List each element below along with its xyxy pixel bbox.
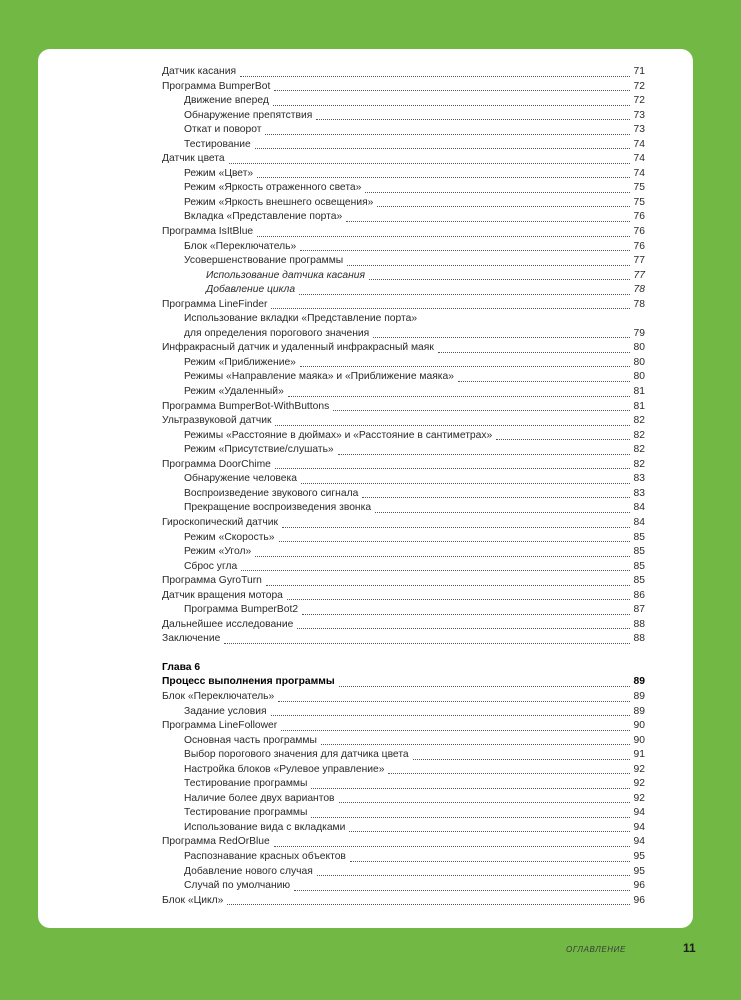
toc-entry-title: Выбор порогового значения для датчика цвета	[184, 749, 409, 761]
toc-entry[interactable]	[162, 429, 645, 444]
toc-section-chapter	[162, 690, 645, 908]
dot-leader	[339, 686, 630, 687]
toc-entry[interactable]	[162, 94, 645, 109]
toc-entry[interactable]	[162, 370, 645, 385]
toc-entry-page: 81	[633, 386, 645, 398]
toc-entry-title: Режимы «Расстояние в дюймах» и «Расстояние в сантиметрах»	[184, 429, 493, 441]
toc-entry-title: Воспроизведение звукового сигнала	[184, 487, 359, 499]
toc-entry-page: 75	[633, 196, 645, 208]
toc-entry-page: 74	[633, 138, 645, 150]
toc-entry-title: Режимы «Направление маяка» и «Приближение маяка»	[184, 371, 454, 383]
toc-entry-page: 87	[633, 604, 645, 616]
toc-entry-title: Прекращение воспроизведения звонка	[184, 502, 372, 514]
toc-entry[interactable]	[162, 705, 645, 720]
dot-leader	[288, 396, 630, 397]
dot-leader	[413, 759, 630, 760]
toc-entry-title: Режим «Цвет»	[184, 167, 254, 179]
toc-entry[interactable]	[162, 65, 645, 80]
toc-entry[interactable]	[162, 516, 645, 531]
toc-entry[interactable]	[162, 501, 645, 516]
toc-entry-page: 90	[633, 720, 645, 732]
toc-entry-title: Использование вида с вкладками	[184, 821, 346, 833]
dot-leader	[302, 614, 630, 615]
toc-entry[interactable]	[162, 138, 645, 153]
toc-entry-title: Случай по умолчанию	[184, 880, 291, 892]
dot-leader	[229, 163, 630, 164]
toc-entry-title: Датчик вращения мотора	[162, 589, 283, 601]
toc-entry-title: Программа LineFinder	[162, 298, 268, 310]
toc-entry-title: Режим «Удаленный»	[184, 386, 284, 398]
toc-entry-page: 77	[633, 269, 645, 281]
dot-leader	[347, 265, 630, 266]
toc-entry-page: 73	[633, 124, 645, 136]
toc-entry-page: 96	[633, 880, 645, 892]
toc-entry-page: 94	[633, 807, 645, 819]
toc-entry-page: 72	[633, 80, 645, 92]
toc-entry-page: 90	[633, 734, 645, 746]
toc-entry[interactable]	[162, 879, 645, 894]
toc-entry-page: 85	[633, 560, 645, 572]
toc-entry[interactable]	[162, 748, 645, 763]
toc-entry-title: Программа BumperBot2	[184, 604, 299, 616]
toc-entry-title: Инфракрасный датчик и удаленный инфракрасный маяк	[162, 342, 434, 354]
toc-entry-title: Программа DoorChime	[162, 458, 271, 470]
toc-entry-page: 89	[633, 705, 645, 717]
toc-entry-title: Сброс угла	[184, 560, 238, 572]
toc-entry-title: Программа BumperBot	[162, 80, 271, 92]
toc-entry-page: 80	[633, 371, 645, 383]
toc-entry-title: Обнаружение препятствия	[184, 109, 313, 121]
toc-entry-title: Программа GyroTurn	[162, 575, 262, 587]
toc-entry[interactable]	[162, 545, 645, 560]
dot-leader	[311, 817, 630, 818]
dot-leader	[346, 221, 630, 222]
toc-entry[interactable]	[162, 356, 645, 371]
toc-entry-title: Вкладка «Представление порта»	[184, 211, 343, 223]
toc-entry[interactable]	[162, 181, 645, 196]
toc-entry-page: 85	[633, 575, 645, 587]
toc-entry[interactable]	[162, 458, 645, 473]
chapter-page: 89	[633, 676, 645, 688]
dot-leader	[281, 730, 630, 731]
toc-entry[interactable]	[162, 560, 645, 575]
toc-entry[interactable]	[162, 341, 645, 356]
dot-leader	[373, 337, 630, 338]
toc-entry[interactable]	[162, 283, 645, 298]
dot-leader	[297, 628, 630, 629]
toc-entry[interactable]	[162, 894, 645, 909]
page-sheet	[38, 49, 693, 928]
dot-leader	[438, 352, 630, 353]
toc-entry-page: 84	[633, 502, 645, 514]
toc-entry-title: Режим «Угол»	[184, 546, 252, 558]
dot-leader	[388, 773, 630, 774]
toc-entry-title: Датчик цвета	[162, 153, 225, 165]
dot-leader	[377, 206, 630, 207]
toc-entry[interactable]	[162, 574, 645, 589]
dot-leader	[339, 802, 630, 803]
chapter-label: Глава 6	[162, 661, 201, 673]
toc-entry[interactable]	[162, 835, 645, 850]
dot-leader	[257, 236, 630, 237]
dot-leader	[266, 585, 630, 586]
toc-entry-title: Основная часть программы	[184, 734, 317, 746]
toc-entry[interactable]	[162, 80, 645, 95]
toc-entry-title: Настройка блоков «Рулевое управление»	[184, 763, 385, 775]
toc-entry[interactable]	[162, 472, 645, 487]
toc-entry-page: 76	[633, 211, 645, 223]
toc-entry-page: 92	[633, 763, 645, 775]
toc-entry[interactable]	[162, 719, 645, 734]
dot-leader	[458, 381, 630, 382]
toc-entry-title: Программа BumperBot-WithButtons	[162, 400, 330, 412]
chapter-title: Процесс выполнения программы	[162, 676, 335, 688]
toc-entry[interactable]	[162, 152, 645, 167]
toc-entry-page: 75	[633, 182, 645, 194]
toc-entry[interactable]	[162, 254, 645, 269]
toc-entry-page: 88	[633, 633, 645, 645]
toc-entry[interactable]	[162, 414, 645, 429]
toc-entry-page: 71	[633, 66, 645, 77]
toc-entry-title: Заключение	[162, 633, 221, 645]
toc-entry[interactable]	[162, 777, 645, 792]
toc-entry-title: Откат и поворот	[184, 124, 262, 136]
toc-entry-title: Распознавание красных объектов	[184, 850, 346, 862]
toc-entry[interactable]	[162, 400, 645, 415]
dot-leader	[294, 890, 630, 891]
toc-entry-page: 96	[633, 894, 645, 906]
toc-entry[interactable]	[162, 487, 645, 502]
dot-leader	[274, 90, 630, 91]
toc-entry-page: 81	[633, 400, 645, 412]
toc-entry-page: 91	[633, 749, 645, 761]
dot-leader	[300, 250, 630, 251]
toc-entry[interactable]	[162, 618, 645, 633]
dot-leader	[369, 279, 630, 280]
footer-page-number: 11	[683, 941, 696, 955]
toc-entry-title: Добавление нового случая	[184, 865, 313, 877]
toc-entry-page: 83	[633, 473, 645, 485]
dot-leader	[255, 556, 630, 557]
dot-leader	[275, 468, 630, 469]
toc-entry[interactable]	[162, 821, 645, 836]
toc-entry-page: 82	[633, 415, 645, 427]
toc-entry-title: Блок «Переключатель»	[184, 240, 297, 252]
toc-entry-title: Режим «Присутствие/слушать»	[184, 444, 334, 456]
dot-leader	[271, 715, 630, 716]
toc-entry-page: 92	[633, 792, 645, 804]
toc-entry[interactable]	[162, 240, 645, 255]
toc-entry-page: 95	[633, 865, 645, 877]
toc-entry-title: Задание условия	[184, 705, 267, 717]
dot-leader	[278, 701, 630, 702]
toc-entry-title: Режим «Яркость отраженного света»	[184, 182, 362, 194]
dot-leader	[265, 134, 630, 135]
toc-entry-title: Блок «Цикл»	[162, 894, 224, 906]
toc-entry[interactable]	[162, 385, 645, 400]
toc-entry-page: 78	[633, 284, 645, 296]
dot-leader	[496, 439, 630, 440]
toc-entry-title: Режим «Яркость внешнего освещения»	[184, 196, 374, 208]
toc-entry[interactable]	[162, 269, 645, 284]
toc-entry[interactable]	[162, 734, 645, 749]
toc-entry-page: 82	[633, 429, 645, 441]
dot-leader	[227, 904, 630, 905]
toc-entry-page: 82	[633, 458, 645, 470]
toc-entry[interactable]	[162, 865, 645, 880]
toc-entry-page: 85	[633, 546, 645, 558]
toc-entry-page: 94	[633, 836, 645, 848]
toc-entry-title: Датчик касания	[162, 66, 237, 77]
dot-leader	[300, 366, 630, 367]
toc-entry-title: Режим «Скорость»	[184, 531, 275, 543]
footer-section-label: ОГЛАВЛЕНИЕ	[566, 945, 626, 954]
toc-entry[interactable]	[162, 225, 645, 240]
toc-entry-page: 92	[633, 778, 645, 790]
toc-entry-title: Тестирование	[184, 138, 251, 150]
toc-entry-title: Тестирование программы	[184, 778, 308, 790]
toc-entry-title: Гироскопический датчик	[162, 516, 278, 528]
toc-entry[interactable]	[162, 603, 645, 618]
toc-entry-title: Тестирование программы	[184, 807, 308, 819]
toc-entry-page: 78	[633, 298, 645, 310]
dot-leader	[321, 744, 630, 745]
toc-entry-page: 76	[633, 226, 645, 238]
toc-entry-page: 85	[633, 531, 645, 543]
chapter-gap	[162, 647, 645, 661]
dot-leader	[255, 148, 630, 149]
dot-leader	[299, 294, 630, 295]
toc-entry[interactable]	[162, 327, 645, 342]
toc-entry[interactable]	[162, 167, 645, 182]
toc-entry-title: Ультразвуковой датчик	[162, 415, 272, 427]
toc-entry-page: 73	[633, 109, 645, 121]
dot-leader	[350, 861, 630, 862]
dot-leader	[271, 308, 630, 309]
toc-entry-page: 88	[633, 618, 645, 630]
dot-leader	[375, 512, 630, 513]
toc-entry-title: Дальнейшее исследование	[162, 618, 294, 630]
toc-entry-title: Блок «Переключатель»	[162, 690, 275, 702]
toc-entry[interactable]	[162, 196, 645, 211]
toc-entry[interactable]	[162, 531, 645, 546]
toc-entry-title: Добавление цикла	[206, 284, 296, 296]
dot-leader	[224, 643, 630, 644]
toc-entry-page: 76	[633, 240, 645, 252]
toc-entry[interactable]	[162, 123, 645, 138]
dot-leader	[241, 570, 630, 571]
dot-leader	[311, 788, 630, 789]
toc-entry-title: Обнаружение человека	[184, 473, 297, 485]
dot-leader	[274, 846, 630, 847]
toc-entry[interactable]	[162, 109, 645, 124]
toc-entry[interactable]	[162, 632, 645, 647]
toc-entry-page: 74	[633, 167, 645, 179]
toc-entry-title: Усовершенствование программы	[184, 255, 344, 267]
toc-entry-page: 74	[633, 153, 645, 165]
toc-entry[interactable]	[162, 850, 645, 865]
toc-section-top	[162, 65, 645, 647]
toc-entry-title: Программа LineFollower	[162, 720, 278, 732]
toc-entry-title: Режим «Приближение»	[184, 356, 296, 368]
dot-leader	[240, 76, 630, 77]
toc-entry-page: 82	[633, 444, 645, 456]
dot-leader	[282, 527, 630, 528]
dot-leader	[301, 483, 630, 484]
dot-leader	[287, 599, 630, 600]
dot-leader	[365, 192, 630, 193]
chapter-title-row[interactable]	[162, 675, 645, 690]
dot-leader	[333, 410, 630, 411]
toc-entry-title: Программа IsItBlue	[162, 226, 254, 238]
toc-entry-page: 86	[633, 589, 645, 601]
toc-entry-page: 80	[633, 356, 645, 368]
dot-leader	[275, 425, 630, 426]
toc-entry-title: Использование вкладки «Представление порта»	[184, 313, 418, 325]
toc-entry-title: Использование датчика касания	[206, 269, 366, 281]
toc-entry-title: для определения порогового значения	[184, 327, 370, 339]
dot-leader	[317, 875, 630, 876]
toc-entry-page: 72	[633, 95, 645, 107]
dot-leader	[338, 454, 630, 455]
table-of-contents	[162, 65, 645, 908]
toc-entry-page: 77	[633, 255, 645, 267]
toc-entry[interactable]	[162, 763, 645, 778]
toc-entry-page: 80	[633, 342, 645, 354]
toc-entry-page: 89	[633, 690, 645, 702]
toc-entry[interactable]	[162, 792, 645, 807]
dot-leader	[362, 497, 630, 498]
toc-entry-title: Движение вперед	[184, 95, 269, 107]
toc-entry-title: Наличие более двух вариантов	[184, 792, 335, 804]
toc-entry[interactable]	[162, 806, 645, 821]
dot-leader	[257, 177, 630, 178]
dot-leader	[316, 119, 630, 120]
toc-entry[interactable]	[162, 298, 645, 313]
toc-entry-page: 94	[633, 821, 645, 833]
dot-leader	[273, 105, 630, 106]
toc-entry-page: 95	[633, 850, 645, 862]
toc-entry-page: 83	[633, 487, 645, 499]
toc-entry-title: Программа RedOrBlue	[162, 836, 270, 848]
toc-entry[interactable]	[162, 443, 645, 458]
dot-leader	[279, 541, 630, 542]
toc-entry[interactable]	[162, 210, 645, 225]
toc-entry-page: 84	[633, 516, 645, 528]
toc-entry[interactable]	[162, 589, 645, 604]
dot-leader	[349, 831, 630, 832]
toc-entry[interactable]	[162, 312, 645, 327]
toc-entry[interactable]	[162, 690, 645, 705]
toc-entry-page: 79	[633, 327, 645, 339]
